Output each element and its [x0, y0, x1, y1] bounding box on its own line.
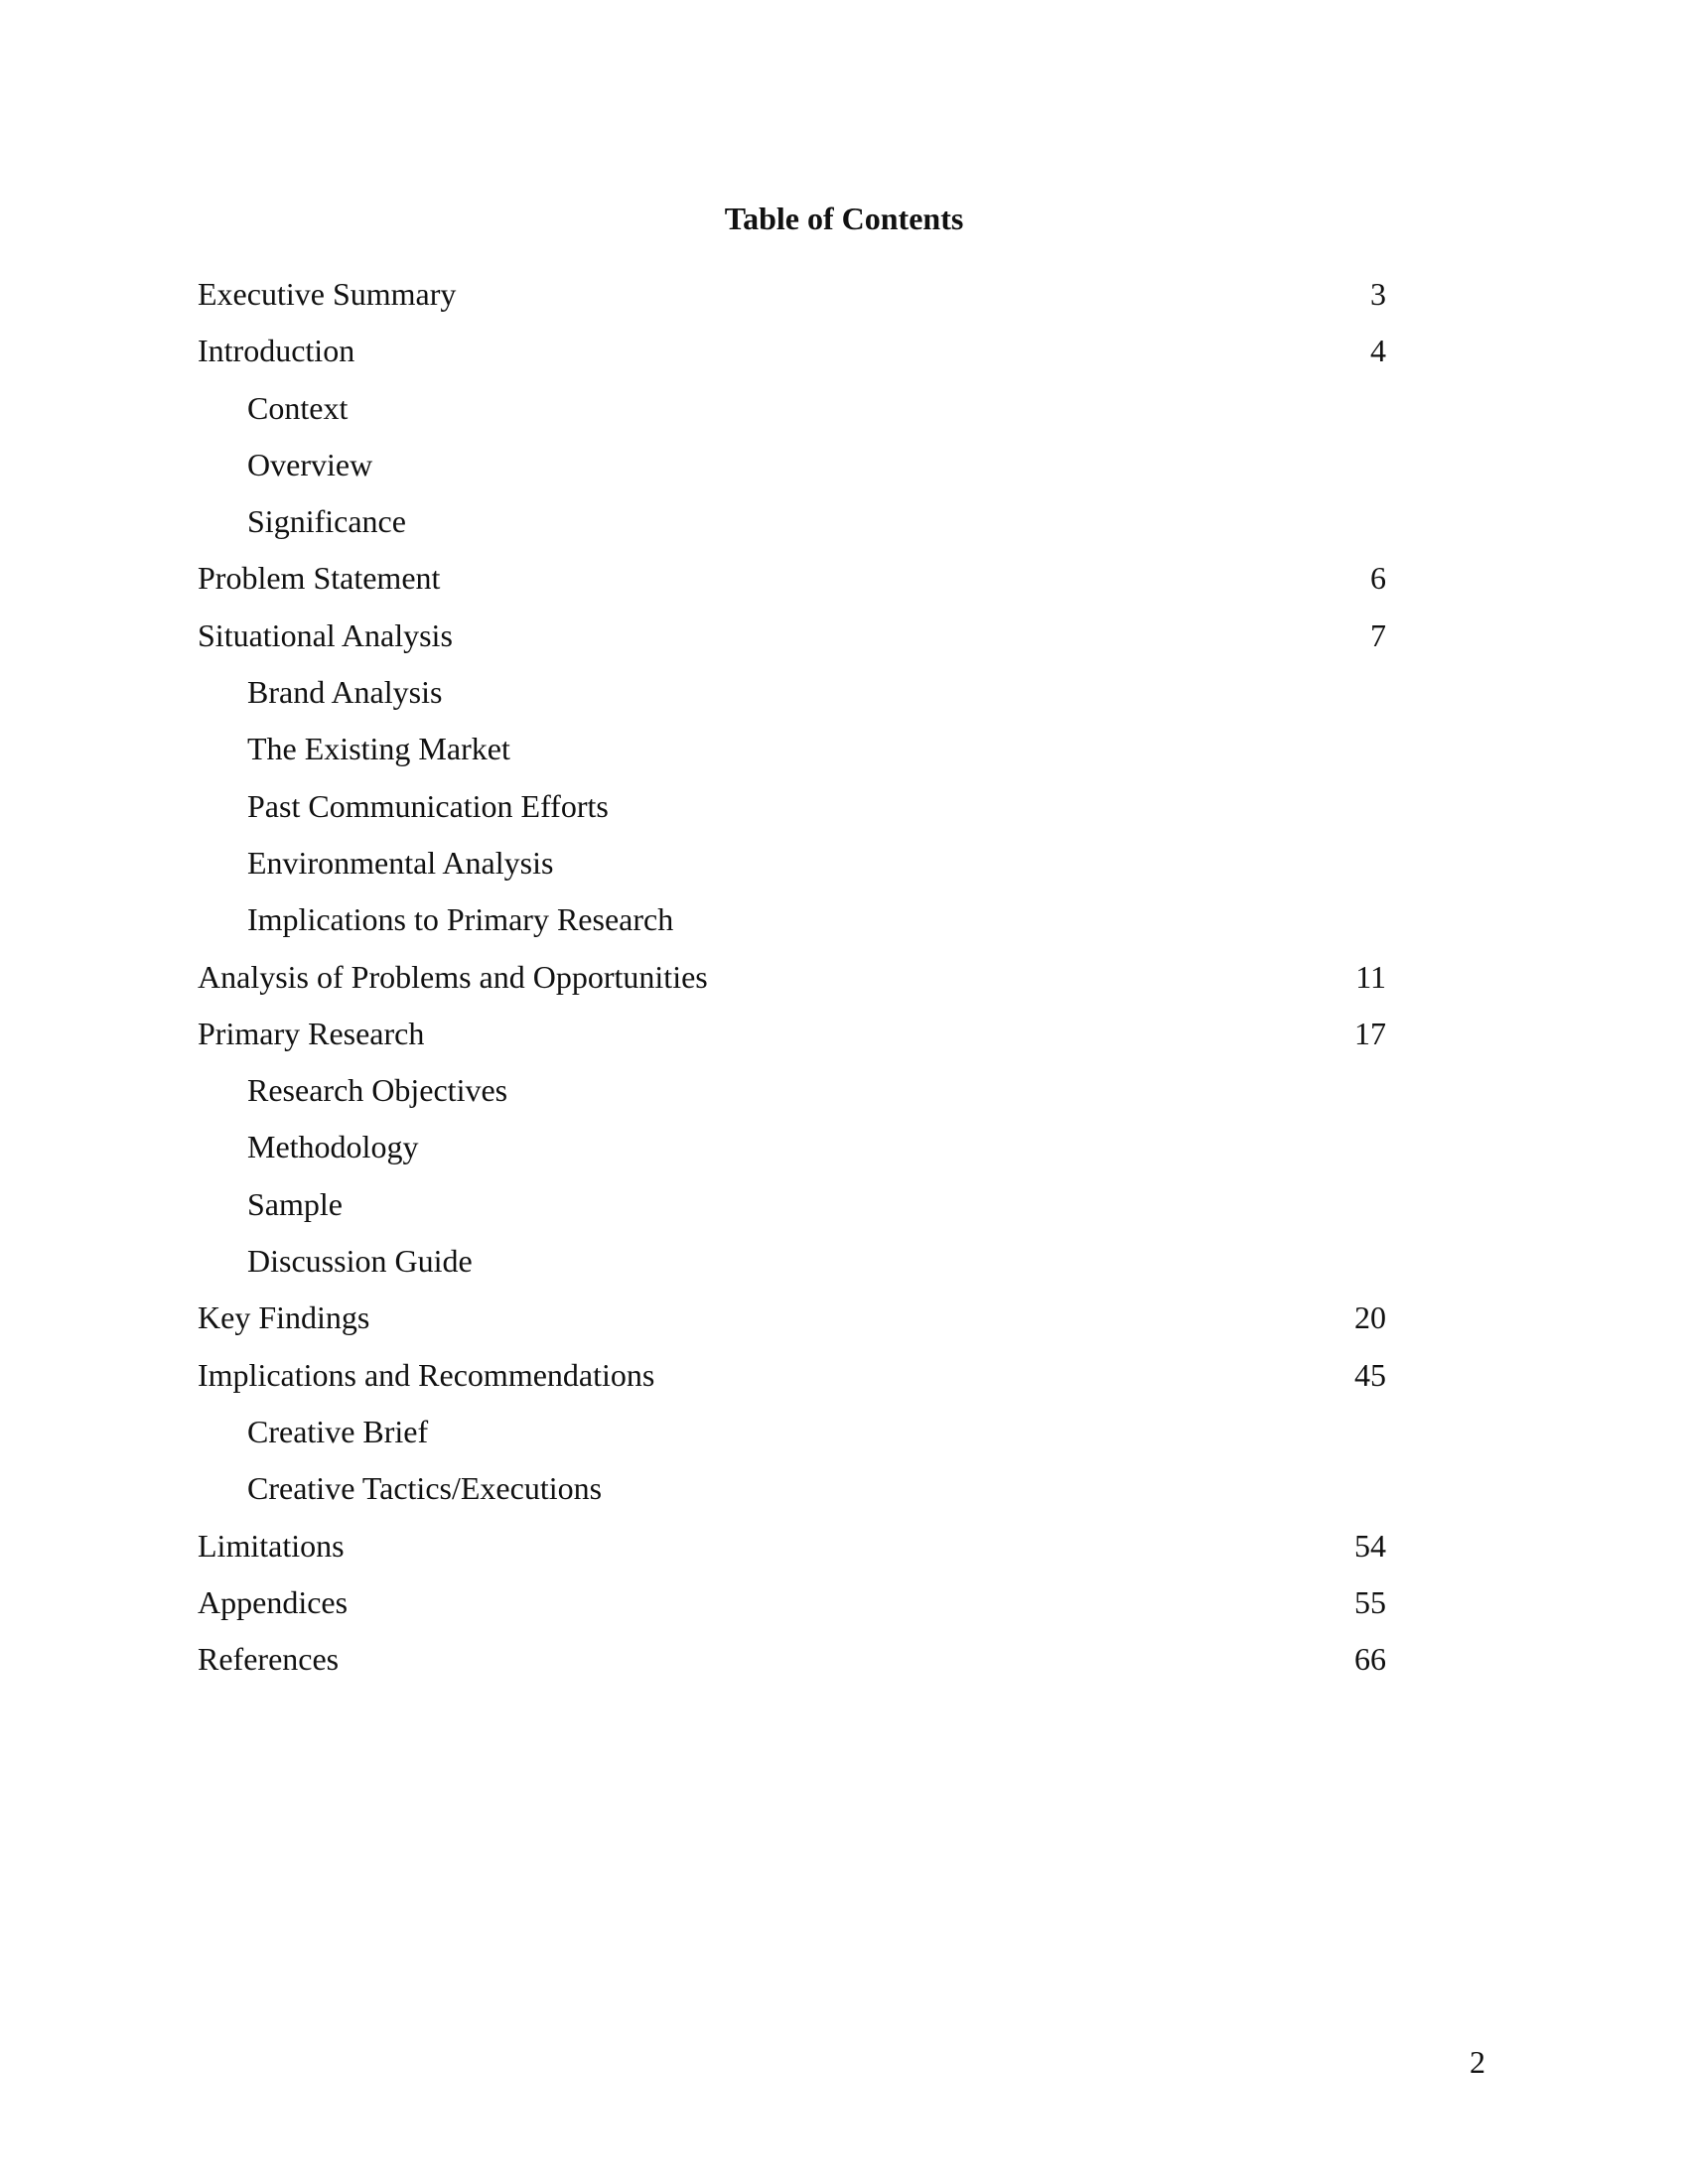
toc-entry-page-number: 3	[1370, 276, 1386, 312]
toc-entry-label: The Existing Market	[247, 731, 510, 767]
toc-entry-label: Discussion Guide	[247, 1243, 473, 1280]
toc-subentry	[198, 388, 1386, 445]
toc-entry-label: Brand Analysis	[247, 674, 443, 711]
toc-entry	[198, 558, 1386, 614]
page-number: 2	[1470, 2044, 1485, 2080]
toc-entry-label: Past Communication Efforts	[247, 787, 609, 824]
toc-entry-page-number: 54	[1354, 1527, 1386, 1564]
toc-entry-label: Research Objectives	[247, 1072, 508, 1109]
toc-subentry	[198, 672, 1386, 729]
toc-subentry	[198, 843, 1386, 899]
toc-entry-page-number: 11	[1355, 958, 1386, 995]
toc-entry-label: Executive Summary	[198, 276, 457, 312]
toc-entry-label: Analysis of Problems and Opportunities	[198, 958, 708, 995]
toc-entry	[198, 1014, 1386, 1070]
toc-entry	[198, 1582, 1386, 1639]
toc-entry	[198, 1355, 1386, 1412]
toc-subentry	[198, 1184, 1386, 1241]
toc-entry-page-number: 45	[1354, 1356, 1386, 1393]
toc-entry-label: Environmental Analysis	[247, 844, 554, 881]
toc-entry	[198, 615, 1386, 672]
toc-title: Table of Contents	[724, 201, 964, 236]
toc-entry-label: Context	[247, 389, 349, 426]
toc-subentry	[198, 1241, 1386, 1297]
toc-subentry	[198, 1127, 1386, 1183]
toc-entry-page-number: 6	[1370, 560, 1386, 597]
toc-subentry	[198, 501, 1386, 558]
toc-list	[198, 274, 1386, 1696]
toc-entry	[198, 1639, 1386, 1696]
toc-entry-label: Creative Brief	[247, 1413, 429, 1449]
toc-subentry	[198, 786, 1386, 843]
toc-subentry	[198, 899, 1386, 956]
toc-entry-page-number: 4	[1370, 333, 1386, 369]
toc-entry	[198, 274, 1386, 331]
toc-entry-page-number: 20	[1354, 1299, 1386, 1336]
toc-entry-label: Appendices	[198, 1583, 349, 1620]
toc-entry-page-number: 7	[1370, 616, 1386, 653]
toc-entry-label: Situational Analysis	[198, 616, 453, 653]
toc-entry	[198, 1297, 1386, 1354]
toc-entry-label: Implications to Primary Research	[247, 901, 674, 938]
toc-entry	[198, 957, 1386, 1014]
toc-entry-label: Sample	[247, 1185, 343, 1222]
toc-entry-label: Significance	[247, 503, 406, 540]
toc-entry-label: Overview	[247, 446, 373, 482]
toc-entry	[198, 331, 1386, 387]
toc-entry-label: Primary Research	[198, 1015, 425, 1051]
toc-subentry	[198, 1412, 1386, 1468]
toc-subentry	[198, 729, 1386, 785]
toc-entry-label: Limitations	[198, 1527, 345, 1564]
toc-subentry	[198, 1468, 1386, 1525]
toc-entry-page-number: 66	[1354, 1641, 1386, 1678]
toc-entry-label: Methodology	[247, 1129, 419, 1165]
toc-subentry	[198, 445, 1386, 501]
toc-entry-label: Introduction	[198, 333, 355, 369]
toc-entry-label: Key Findings	[198, 1299, 370, 1336]
toc-entry	[198, 1526, 1386, 1582]
toc-entry-label: References	[198, 1641, 340, 1678]
toc-entry-page-number: 17	[1354, 1015, 1386, 1051]
toc-entry-label: Creative Tactics/Executions	[247, 1470, 603, 1507]
toc-entry-label: Implications and Recommendations	[198, 1356, 655, 1393]
toc-entry-label: Problem Statement	[198, 560, 441, 597]
toc-subentry	[198, 1070, 1386, 1127]
toc-entry-page-number: 55	[1354, 1583, 1386, 1620]
